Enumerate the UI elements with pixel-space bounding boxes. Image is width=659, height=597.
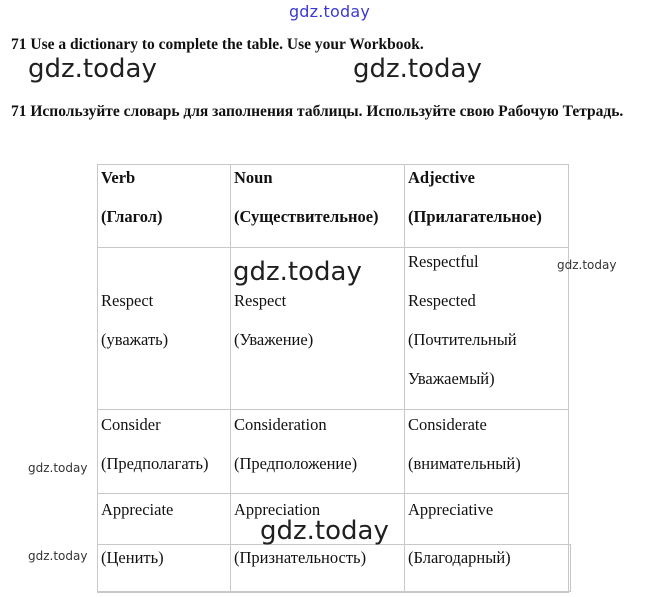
row2-verb-ru: (Предполагать) — [101, 454, 209, 473]
row3-adjective-cell — [405, 490, 511, 578]
watermark-text: gdz.today — [233, 257, 362, 287]
exercise-heading-english: 71 Use a dictionary to complete the table. Use your Workbook. — [11, 36, 424, 53]
row1-adjective-cell — [405, 242, 517, 398]
row2-adjective: Considerate — [408, 415, 487, 434]
row1-verb: Respect — [101, 291, 154, 310]
watermark-text: gdz.today — [28, 461, 88, 475]
row3-verb: Appreciate — [101, 500, 174, 519]
row2-verb-cell — [98, 405, 208, 483]
header-verb: Verb — [101, 168, 136, 187]
row3-noun: Appreciation — [234, 500, 321, 519]
row2-noun: Consideration — [234, 415, 327, 434]
watermark-text: gdz.today — [353, 54, 482, 84]
header-adjective: Adjective — [408, 168, 475, 187]
row2-adjective-cell — [405, 405, 521, 483]
header-noun: Noun — [234, 168, 273, 187]
row2-adjective-ru: (внимательный) — [408, 454, 521, 473]
header-adjective-ru: (Прилагательное) — [408, 207, 542, 226]
watermark-text: gdz.today — [260, 516, 389, 546]
header-noun-cell — [231, 158, 379, 236]
row3-verb-ru: (Ценить) — [101, 548, 164, 567]
row1-verb-cell — [98, 281, 168, 359]
row3-noun-ru: (Признательность) — [234, 548, 367, 567]
exercise-heading-russian: 71 Используйте словарь для заполнения таблицы. Используйте свою Рабочую Тетрадь. — [11, 103, 624, 120]
row1-noun-cell — [231, 281, 313, 359]
header-verb-cell — [98, 158, 163, 236]
watermark-text: gdz.today — [28, 54, 157, 84]
row2-verb: Consider — [101, 415, 161, 434]
row3-adjective-ru: (Благодарный) — [408, 548, 511, 567]
row1-adjective-2: Respected — [408, 291, 476, 310]
top-watermark: gdz.today — [288, 2, 371, 21]
row3-adjective: Appreciative — [408, 500, 494, 519]
row3-verb-cell — [98, 490, 173, 578]
row1-adjective-1: Respectful — [408, 252, 479, 271]
row1-noun-ru: (Уважение) — [234, 330, 314, 349]
header-verb-ru: (Глагол) — [101, 207, 163, 226]
row2-noun-ru: (Предположение) — [234, 454, 358, 473]
row1-noun: Respect — [234, 291, 287, 310]
watermark-text: gdz.today — [557, 258, 617, 272]
row1-verb-ru: (уважать) — [101, 330, 169, 349]
row1-adjective-ru-2: Уважаемый) — [408, 369, 495, 388]
watermark-text: gdz.today — [28, 549, 88, 563]
header-noun-ru: (Существительное) — [234, 207, 379, 226]
header-adjective-cell — [405, 158, 542, 236]
row2-noun-cell — [231, 405, 357, 483]
row1-adjective-ru-1: (Почтительный — [408, 330, 517, 349]
